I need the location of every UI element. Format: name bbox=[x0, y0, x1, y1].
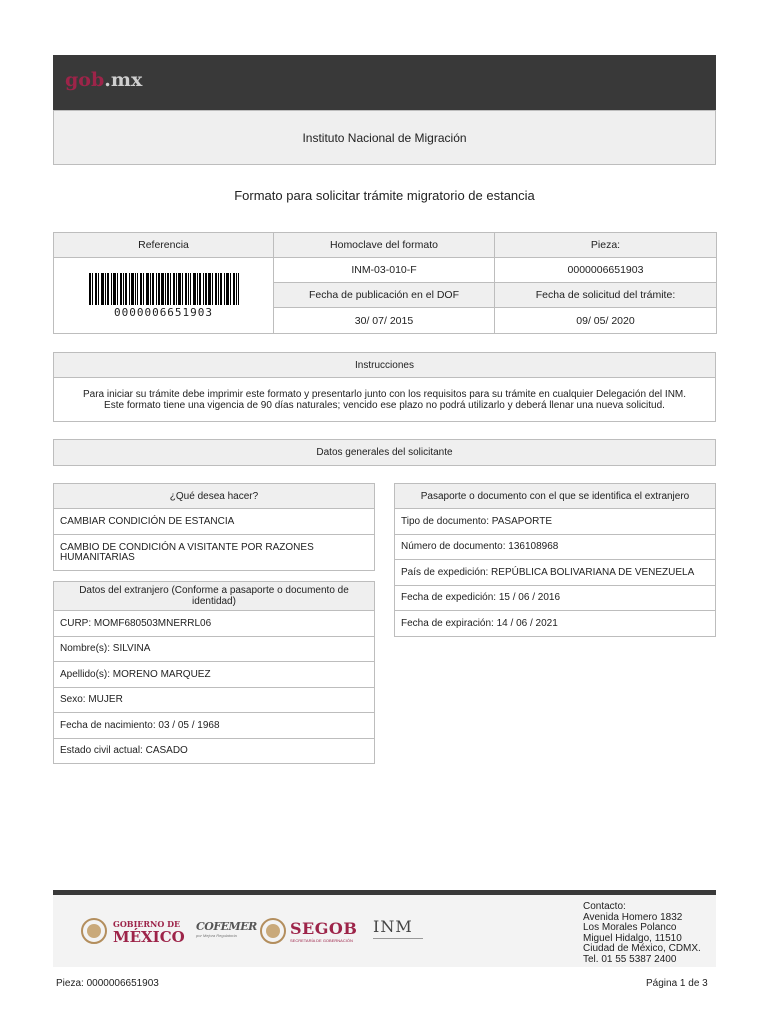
pieza-value: 0000006651903 bbox=[495, 258, 717, 283]
phone: Tel. 01 55 5387 2400 bbox=[583, 953, 677, 965]
barcode-number: 0000006651903 bbox=[113, 305, 214, 319]
inm-logo bbox=[373, 917, 423, 939]
civil-status-row: Estado civil actual: CASADO bbox=[53, 739, 375, 764]
inm-underline bbox=[373, 938, 423, 939]
footer-pieza: Pieza: 0000006651903 bbox=[56, 978, 159, 989]
cofemer-label: COFEMER bbox=[196, 920, 257, 933]
reference-table bbox=[53, 232, 717, 334]
form-title: Formato para solicitar trámite migratorio de estancia bbox=[234, 188, 535, 203]
instructions-line-2: Este formato tiene una vigencia de 90 días naturales; vencido ese plazo no podrá utilizarlo y deberá llenar una nueva solicitud. bbox=[104, 400, 665, 411]
curp-row: CURP: MOMF680503MNERRL06 bbox=[53, 611, 375, 637]
homoclave-header: Homoclave del formato bbox=[274, 233, 495, 258]
address-line-4: Ciudad de México, CDMX. bbox=[583, 943, 701, 954]
names-row: Nombre(s): SILVINA bbox=[53, 637, 375, 662]
issue-date-row: Fecha de expedición: 15 / 06 / 2016 bbox=[394, 586, 716, 611]
segob-label: SEGOB bbox=[290, 919, 358, 938]
publication-date-label: Fecha de publicación en el DOF bbox=[274, 283, 495, 308]
gob-mx-logo: gob.mx bbox=[65, 69, 143, 91]
country-row: País de expedición: REPÚBLICA BOLIVARIANA DE VENEZUELA bbox=[394, 560, 716, 586]
segob-emblem-icon bbox=[260, 917, 286, 945]
gobierno-label: GOBIERNO DE bbox=[113, 919, 181, 929]
eagle-emblem-icon bbox=[81, 917, 107, 945]
right-column bbox=[394, 483, 716, 637]
address-line-2: Los Morales Polanco bbox=[583, 922, 677, 933]
passport-header: Pasaporte o documento con el que se identifica el extranjero bbox=[394, 483, 716, 509]
doc-number-row: Número de documento: 136108968 bbox=[394, 535, 716, 560]
publication-date-value: 30/ 07/ 2015 bbox=[274, 308, 495, 334]
general-data-header: Datos generales del solicitante bbox=[53, 439, 716, 466]
contact-block bbox=[583, 902, 701, 965]
what-row-2: CAMBIO DE CONDICIÓN A VISITANTE POR RAZONES HUMANITARIAS bbox=[53, 535, 375, 571]
birth-date-row: Fecha de nacimiento: 03 / 05 / 1968 bbox=[53, 713, 375, 739]
left-column bbox=[53, 483, 375, 764]
what-header: ¿Qué desea hacer? bbox=[53, 483, 375, 509]
barcode-cell bbox=[54, 258, 274, 334]
mexico-label: MÉXICO bbox=[113, 928, 185, 946]
foreigner-header: Datos del extranjero (Conforme a pasaporte o documento de identidad) bbox=[53, 581, 375, 611]
cofemer-logo bbox=[196, 920, 257, 938]
institution-name: Instituto Nacional de Migración bbox=[53, 110, 716, 165]
expiry-date-row: Fecha de expiración: 14 / 06 / 2021 bbox=[394, 611, 716, 637]
instructions-body bbox=[53, 378, 716, 422]
instructions-line-1: Para iniciar su trámite debe imprimir este formato y presentarlo junto con los requisitos para su trámite en cualquier Delegación del INM. bbox=[82, 389, 687, 400]
inm-label: INM bbox=[373, 917, 413, 936]
contact-label: Contacto: bbox=[583, 901, 626, 912]
request-date-value: 09/ 05/ 2020 bbox=[495, 308, 717, 334]
header-bar bbox=[53, 55, 716, 110]
pieza-header: Pieza: bbox=[495, 233, 717, 258]
what-row-1: CAMBIAR CONDICIÓN DE ESTANCIA bbox=[53, 509, 375, 535]
reference-header: Referencia bbox=[54, 233, 274, 258]
request-date-label: Fecha de solicitud del trámite: bbox=[495, 283, 717, 308]
sex-row: Sexo: MUJER bbox=[53, 688, 375, 713]
address-line-3: Miguel Hidalgo, 11510 bbox=[583, 932, 682, 944]
homoclave-value: INM-03-010-F bbox=[274, 258, 495, 283]
surnames-row: Apellido(s): MORENO MARQUEZ bbox=[53, 662, 375, 688]
page-number: Página 1 de 3 bbox=[646, 978, 708, 989]
cofemer-sub: por Mejora Regulatoria bbox=[196, 933, 237, 938]
address-line-1: Avenida Homero 1832 bbox=[583, 911, 683, 923]
doc-type-row: Tipo de documento: PASAPORTE bbox=[394, 509, 716, 535]
instructions-header: Instrucciones bbox=[53, 352, 716, 378]
barcode-image bbox=[89, 273, 239, 305]
segob-sub: SECRETARÍA DE GOBERNACIÓN bbox=[290, 938, 353, 943]
